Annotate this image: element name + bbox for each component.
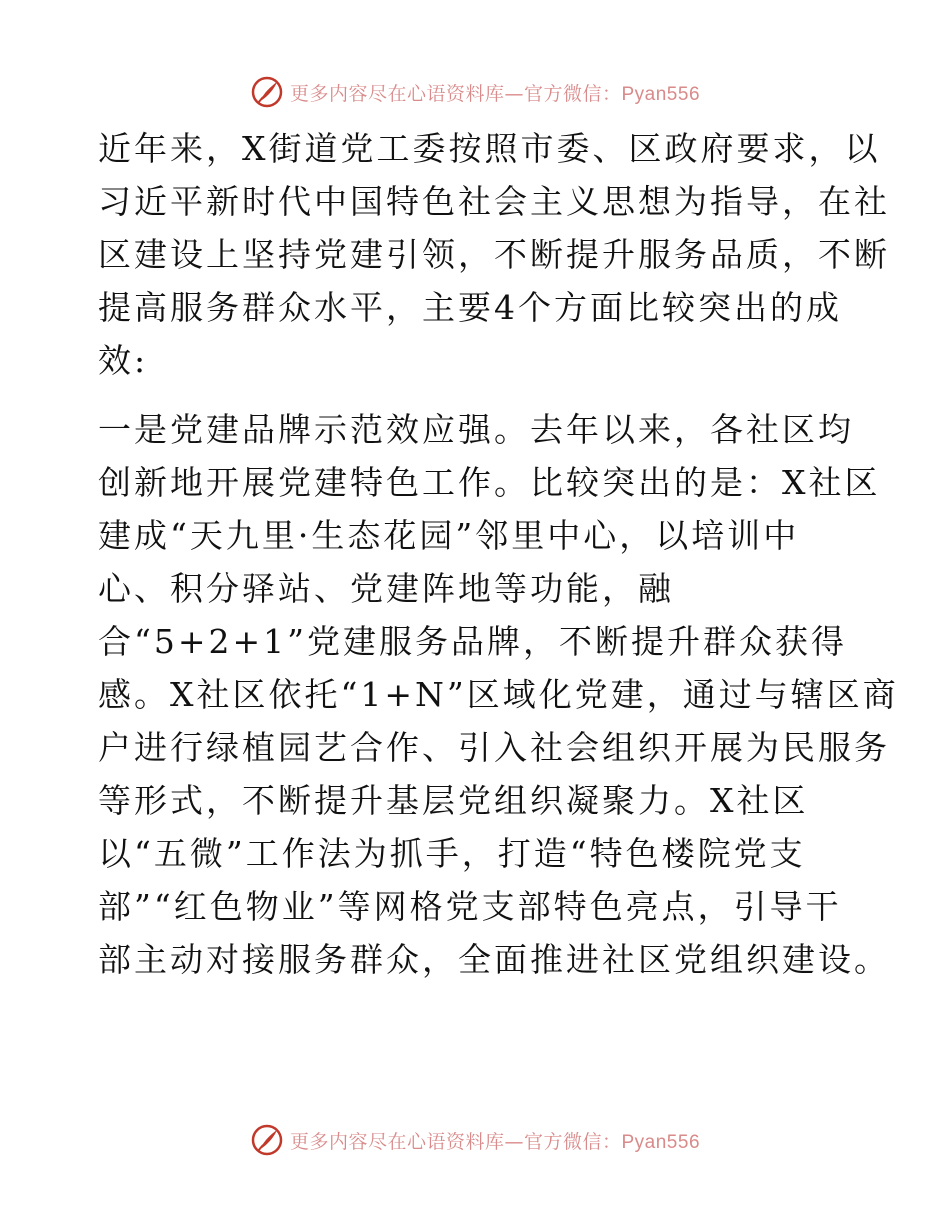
document-body xyxy=(98,122,899,986)
footer-watermark xyxy=(0,1120,950,1160)
text-line: 部”“红色物业”等网格党支部特色亮点，引导干 xyxy=(98,887,842,926)
text-line: 以“五微”工作法为抓手，打造“特色楼院党支 xyxy=(98,834,806,873)
text-line: 心、积分驿站、党建阵地等功能，融 xyxy=(98,569,674,608)
watermark-text: 更多内容尽在心语资料库—官方微信：Pyan556 xyxy=(289,1130,701,1153)
text-line: 效: xyxy=(98,341,149,380)
text-line: 区建设上坚持党建引领，不断提升服务品质，不断 xyxy=(98,235,890,274)
text-line: 合“5+2+1”党建服务品牌，不断提升群众获得 xyxy=(98,622,848,661)
text-line: 近年来，X街道党工委按照市委、区政府要求，以 xyxy=(98,129,881,168)
text-line: 习近平新时代中国特色社会主义思想为指导，在社 xyxy=(98,182,890,221)
text-line: 一是党建品牌示范效应强。去年以来，各社区均 xyxy=(98,410,854,449)
text-line: 部主动对接服务群众，全面推进社区党组织建设。 xyxy=(98,940,890,979)
text-line: 感。X社区依托“1+N”区域化党建，通过与辖区商 xyxy=(98,675,899,714)
text-line: 提高服务群众水平，主要4个方面比较突出的成 xyxy=(98,288,842,327)
text-line: 等形式，不断提升基层党组织凝聚力。X社区 xyxy=(98,781,809,820)
text-line: 户进行绿植园艺合作、引入社会组织开展为民服务 xyxy=(98,728,890,767)
paragraph-intro xyxy=(98,122,890,387)
text-line: 建成“天九里·生态花园”邻里中心，以培训中 xyxy=(98,516,800,555)
text-line: 创新地开展党建特色工作。比较突出的是：X社区 xyxy=(98,463,881,502)
quill-logo-icon xyxy=(250,1123,284,1157)
paragraph-party-brand xyxy=(98,403,899,986)
quill-logo-icon xyxy=(250,75,284,109)
watermark-text: 更多内容尽在心语资料库—官方微信：Pyan556 xyxy=(289,82,701,105)
header-watermark xyxy=(0,72,950,112)
